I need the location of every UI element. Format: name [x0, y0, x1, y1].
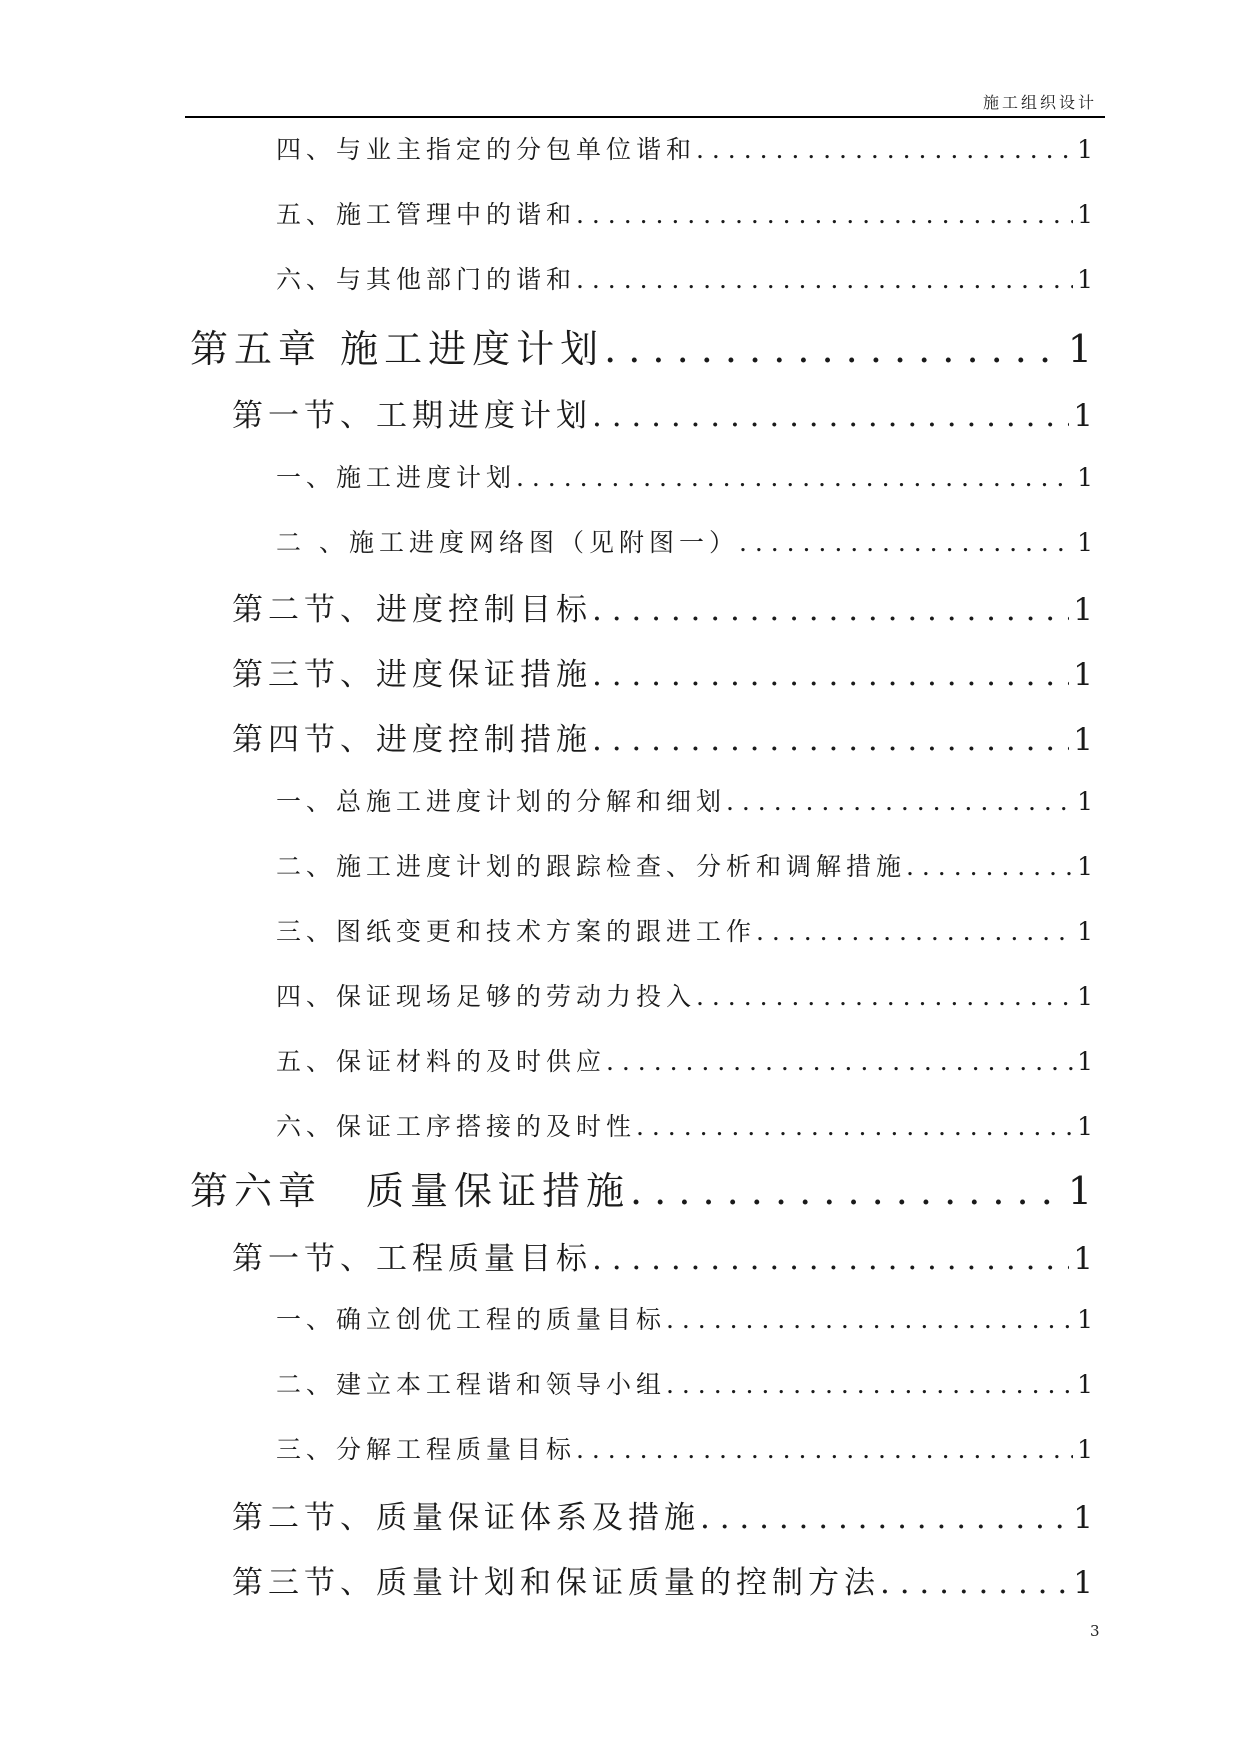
toc-dot-leader [604, 327, 1064, 371]
toc-dot-leader [696, 982, 1073, 1011]
toc-entry-page: 1 [1073, 722, 1098, 758]
toc-entry-page: 1 [1077, 982, 1098, 1011]
toc-entry[interactable] [276, 523, 1098, 559]
toc-entry-text: 三、分解工程质量目标 [276, 1435, 577, 1464]
toc-entry[interactable] [276, 1365, 1098, 1401]
toc-dot-leader [592, 592, 1069, 628]
toc-entry-page: 1 [1067, 1169, 1098, 1213]
toc-entry-text: 六、保证工序搭接的及时性 [276, 1112, 637, 1141]
toc-dot-leader [880, 1565, 1069, 1601]
toc-entry-page: 1 [1067, 327, 1098, 371]
toc-entry-text: 一、确立创优工程的质量目标 [276, 1305, 667, 1334]
toc-entry[interactable] [190, 318, 1098, 373]
toc-entry-page: 1 [1077, 1047, 1098, 1076]
toc-dot-leader [592, 657, 1069, 693]
toc-entry-page: 1 [1077, 787, 1098, 816]
toc-entry[interactable] [276, 195, 1098, 231]
toc-entry-text: 第六章 质量保证措施 [190, 1169, 631, 1213]
toc-entry[interactable] [276, 1430, 1098, 1466]
toc-entry[interactable] [232, 1233, 1098, 1278]
toc-entry-page: 1 [1073, 1500, 1098, 1536]
page-number: 3 [1090, 1622, 1100, 1640]
toc-entry-text: 一、总施工进度计划的分解和细划 [276, 787, 727, 816]
toc-entry[interactable] [190, 1160, 1098, 1215]
toc-entry-text: 五、保证材料的及时供应 [276, 1047, 607, 1076]
toc-entry[interactable] [276, 1300, 1098, 1336]
toc-dot-leader [726, 787, 1073, 816]
toc-dot-leader [576, 200, 1073, 229]
toc-entry-text: 二 、施工进度网络图（见附图一） [276, 528, 739, 557]
toc-entry-page: 1 [1073, 1565, 1098, 1601]
toc-entry[interactable] [232, 714, 1098, 759]
toc-entry[interactable] [232, 1557, 1098, 1602]
toc-entry-page: 1 [1073, 657, 1098, 693]
toc-entry-page: 1 [1077, 200, 1098, 229]
toc-entry[interactable] [276, 260, 1098, 296]
toc-dot-leader [636, 1112, 1073, 1141]
toc-entry-page: 1 [1073, 592, 1098, 628]
toc-entry-text: 四、保证现场足够的劳动力投入 [276, 982, 697, 1011]
toc-dot-leader [666, 1305, 1073, 1334]
toc-dot-leader [606, 1047, 1073, 1076]
toc-dot-leader [592, 1241, 1069, 1277]
toc-entry[interactable] [276, 912, 1098, 948]
toc-entry-text: 三、图纸变更和技术方案的跟进工作 [276, 917, 757, 946]
toc-entry[interactable] [232, 390, 1098, 435]
toc-entry[interactable] [232, 1492, 1098, 1537]
toc-entry-text: 一、施工进度计划 [276, 463, 517, 492]
toc-entry[interactable] [276, 782, 1098, 818]
toc-entry[interactable] [276, 130, 1098, 166]
toc-dot-leader [666, 1370, 1073, 1399]
toc-entry-text: 五、施工管理中的谐和 [276, 200, 577, 229]
toc-entry[interactable] [232, 649, 1098, 694]
header-title: 施工组织设计 [982, 93, 1097, 112]
toc-entry-page: 1 [1077, 1112, 1098, 1141]
toc-dot-leader [630, 1169, 1064, 1213]
toc-entry-text: 第五章 施工进度计划 [190, 327, 605, 371]
toc-entry-text: 二、建立本工程谐和领导小组 [276, 1370, 667, 1399]
toc-dot-leader [576, 1435, 1073, 1464]
toc-entry[interactable] [276, 1107, 1098, 1143]
toc-dot-leader [592, 398, 1069, 434]
toc-dot-leader [696, 135, 1073, 164]
toc-dot-leader [516, 463, 1073, 492]
toc-entry-page: 1 [1073, 398, 1098, 434]
toc-entry-page: 1 [1077, 1435, 1098, 1464]
toc-dot-leader [700, 1500, 1069, 1536]
toc-entry-text: 四、与业主指定的分包单位谐和 [276, 135, 697, 164]
toc-entry-page: 1 [1077, 265, 1098, 294]
toc-dot-leader [739, 528, 1073, 557]
toc-entry-text: 第一节、工期进度计划 [232, 398, 592, 434]
toc-entry-text: 第二节、进度控制目标 [232, 592, 592, 628]
toc-dot-leader [576, 265, 1073, 294]
toc-entry-page: 1 [1077, 135, 1098, 164]
toc-dot-leader [906, 852, 1073, 881]
toc-entry-text: 六、与其他部门的谐和 [276, 265, 577, 294]
toc-entry[interactable] [276, 977, 1098, 1013]
toc-entry-page: 1 [1077, 528, 1098, 557]
toc-entry-text: 第三节、进度保证措施 [232, 657, 592, 693]
toc-entry-page: 1 [1073, 1241, 1098, 1277]
toc-dot-leader [756, 917, 1073, 946]
toc-entry-text: 第一节、工程质量目标 [232, 1241, 592, 1277]
toc-entry-page: 1 [1077, 852, 1098, 881]
toc-entry-page: 1 [1077, 1305, 1098, 1334]
toc-entry-text: 第二节、质量保证体系及措施 [232, 1500, 700, 1536]
toc-entry[interactable] [276, 847, 1098, 883]
toc-entry-text: 第四节、进度控制措施 [232, 722, 592, 758]
toc-entry-page: 1 [1077, 917, 1098, 946]
toc-entry-text: 二、施工进度计划的跟踪检查、分析和调解措施 [276, 852, 907, 881]
toc-entry-page: 1 [1077, 463, 1098, 492]
toc-entry[interactable] [232, 584, 1098, 629]
toc-entry-text: 第三节、质量计划和保证质量的控制方法 [232, 1565, 880, 1601]
toc-dot-leader [592, 722, 1069, 758]
toc-entry[interactable] [276, 458, 1098, 494]
toc-entry[interactable] [276, 1042, 1098, 1078]
toc-entry-page: 1 [1077, 1370, 1098, 1399]
